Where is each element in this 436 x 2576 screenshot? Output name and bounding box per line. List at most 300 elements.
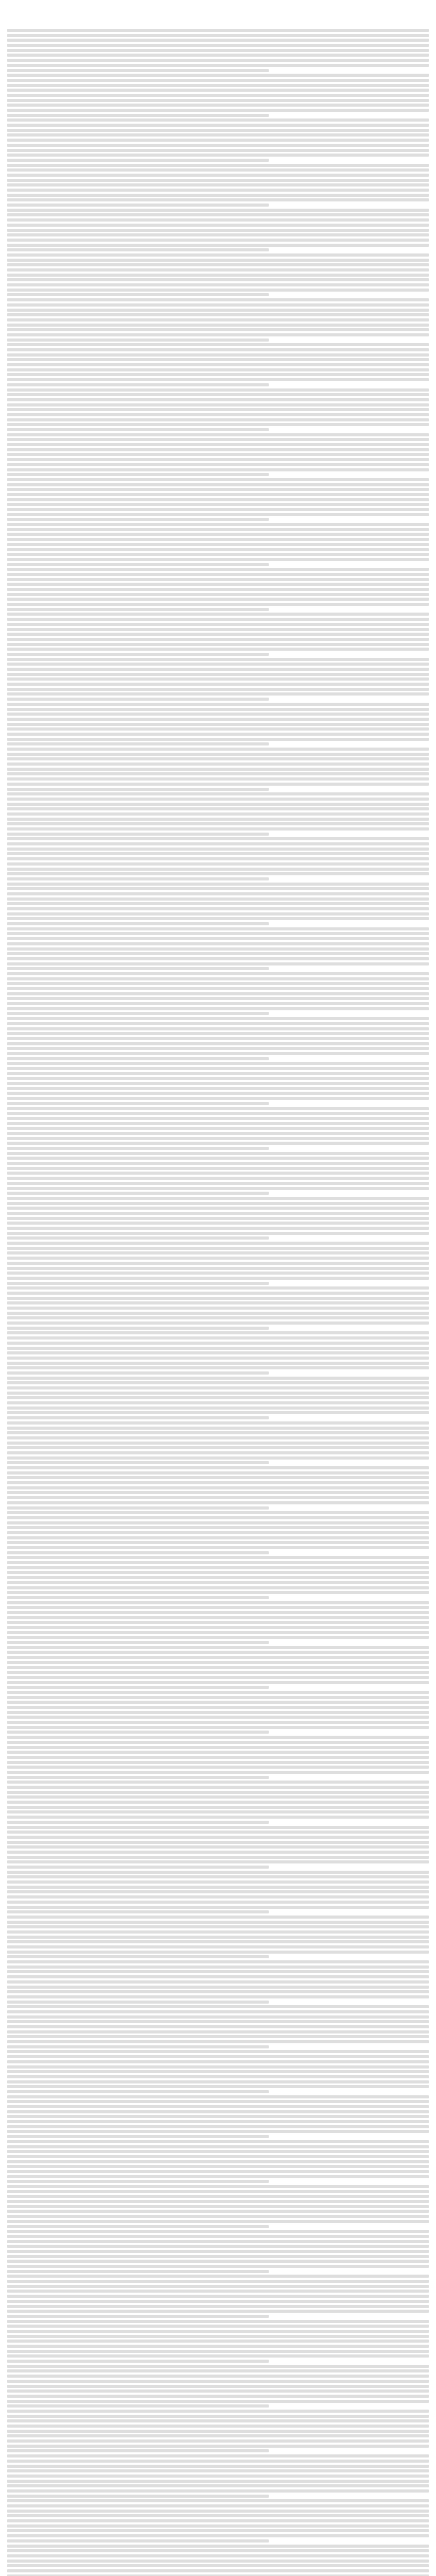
- text-line-placeholder: [7, 1247, 429, 1250]
- text-line-placeholder: [7, 1606, 429, 1609]
- text-line-placeholder: [7, 1621, 429, 1624]
- text-line-placeholder: [7, 1022, 429, 1025]
- text-line-placeholder: [7, 2499, 429, 2502]
- text-line-placeholder: [7, 229, 429, 232]
- text-line-placeholder: [7, 947, 429, 951]
- text-line-placeholder: [7, 493, 429, 496]
- text-line-placeholder: [7, 443, 429, 446]
- text-line-placeholder: [7, 2425, 429, 2428]
- text-line-placeholder: [7, 2110, 429, 2113]
- text-line-placeholder: [7, 1741, 429, 1744]
- text-line-placeholder: [7, 1037, 429, 1040]
- text-line-placeholder: [7, 2560, 429, 2563]
- text-line-placeholder: [7, 1516, 429, 1519]
- text-line-placeholder: [7, 803, 429, 806]
- text-line-placeholder: [7, 483, 429, 486]
- text-line-placeholder: [7, 1456, 429, 1460]
- text-line-placeholder: [7, 792, 429, 795]
- text-line-placeholder: [7, 2185, 429, 2188]
- text-line-placeholder: [7, 1286, 429, 1290]
- text-line-placeholder: [7, 798, 429, 801]
- text-line-placeholder: [7, 1207, 429, 1210]
- text-line-placeholder: [7, 967, 269, 970]
- text-line-placeholder: [7, 1461, 269, 1464]
- text-line-placeholder: [7, 39, 429, 42]
- text-line-placeholder: [7, 1856, 429, 1859]
- text-line-placeholder: [7, 2205, 429, 2208]
- text-line-placeholder: [7, 149, 429, 152]
- text-line-placeholder: [7, 1681, 429, 1684]
- text-line-placeholder: [7, 1227, 429, 1230]
- text-line-placeholder: [7, 1866, 269, 1869]
- text-line-placeholder: [7, 1017, 429, 1020]
- text-line-placeholder: [7, 1272, 429, 1275]
- text-line-placeholder: [7, 2415, 429, 2418]
- text-line-placeholder: [7, 298, 429, 301]
- text-line-placeholder: [7, 558, 429, 561]
- text-line-placeholder: [7, 1751, 429, 1754]
- text-line-placeholder: [7, 1366, 429, 1369]
- section-heading: [7, 18, 429, 26]
- text-line-placeholder: [7, 1951, 429, 1954]
- text-line-placeholder: [7, 917, 429, 920]
- text-line-placeholder: [7, 1107, 429, 1110]
- text-line-placeholder: [7, 2574, 429, 2576]
- text-line-placeholder: [7, 59, 429, 62]
- text-line-placeholder: [7, 2315, 269, 2318]
- text-line-placeholder: [7, 703, 429, 706]
- text-line-placeholder: [7, 528, 429, 531]
- text-line-placeholder: [7, 2465, 429, 2468]
- text-line-placeholder: [7, 1576, 429, 1579]
- text-line-placeholder: [7, 283, 429, 286]
- text-line-placeholder: [7, 1826, 429, 1829]
- text-line-placeholder: [7, 772, 429, 775]
- text-line-placeholder: [7, 2365, 429, 2368]
- text-line-placeholder: [7, 1147, 269, 1150]
- text-line-placeholder: [7, 692, 429, 696]
- text-line-placeholder: [7, 1641, 269, 1644]
- text-line-placeholder: [7, 513, 429, 516]
- text-line-placeholder: [7, 1097, 429, 1100]
- text-line-placeholder: [7, 2524, 429, 2528]
- text-line-placeholder: [7, 603, 429, 606]
- text-line-placeholder: [7, 1057, 269, 1060]
- text-line-placeholder: [7, 1766, 429, 1769]
- text-line-placeholder: [7, 448, 429, 451]
- text-line-placeholder: [7, 1466, 429, 1469]
- text-line-placeholder: [7, 543, 429, 546]
- text-line-placeholder: [7, 1421, 429, 1425]
- text-line-placeholder: [7, 2005, 429, 2008]
- text-line-placeholder: [7, 653, 269, 656]
- text-line-placeholder: [7, 2445, 429, 2448]
- text-line-placeholder: [7, 2439, 429, 2443]
- text-line-placeholder: [7, 418, 429, 421]
- text-line-placeholder: [7, 1551, 269, 1554]
- text-line-placeholder: [7, 922, 269, 925]
- text-line-placeholder: [7, 578, 429, 581]
- text-line-placeholder: [7, 1816, 429, 1819]
- text-line-placeholder: [7, 253, 429, 257]
- text-line-placeholder: [7, 2569, 429, 2572]
- text-line-placeholder: [7, 2534, 429, 2537]
- text-line-placeholder: [7, 648, 429, 651]
- text-line-placeholder: [7, 2300, 429, 2303]
- text-line-placeholder: [7, 403, 429, 406]
- text-line-placeholder: [7, 2035, 429, 2038]
- text-line-placeholder: [7, 453, 429, 456]
- text-line-placeholder: [7, 982, 429, 985]
- text-line-placeholder: [7, 74, 429, 77]
- text-line-placeholder: [7, 1756, 429, 1759]
- text-line-placeholder: [7, 663, 429, 666]
- text-line-placeholder: [7, 1396, 429, 1399]
- text-line-placeholder: [7, 1596, 269, 1599]
- text-line-placeholder: [7, 1726, 429, 1729]
- text-line-placeholder: [7, 1851, 429, 1854]
- text-line-placeholder: [7, 1351, 429, 1354]
- text-line-placeholder: [7, 478, 429, 481]
- page-title: [7, 5, 429, 14]
- text-line-placeholder: [7, 458, 429, 461]
- text-line-placeholder: [7, 1137, 429, 1140]
- text-line-placeholder: [7, 2075, 429, 2078]
- text-line-placeholder: [7, 2165, 429, 2168]
- text-line-placeholder: [7, 2105, 429, 2108]
- text-line-placeholder: [7, 1262, 429, 1265]
- text-line-placeholder: [7, 2085, 429, 2088]
- text-line-placeholder: [7, 2245, 429, 2248]
- text-line-placeholder: [7, 783, 429, 786]
- text-line-placeholder: [7, 1386, 429, 1389]
- text-line-placeholder: [7, 912, 429, 916]
- text-line-placeholder: [7, 2050, 429, 2053]
- text-line-placeholder: [7, 383, 269, 386]
- text-line-placeholder: [7, 1706, 429, 1709]
- text-line-placeholder: [7, 628, 429, 631]
- text-line-placeholder: [7, 2170, 429, 2173]
- text-line-placeholder: [7, 753, 429, 756]
- text-line-placeholder: [7, 1117, 429, 1120]
- text-line-placeholder: [7, 862, 429, 866]
- text-line-placeholder: [7, 872, 429, 875]
- text-line-placeholder: [7, 957, 429, 960]
- text-line-placeholder: [7, 1721, 429, 1724]
- text-line-placeholder: [7, 1297, 429, 1300]
- text-line-placeholder: [7, 124, 429, 127]
- text-line-placeholder: [7, 2320, 429, 2323]
- text-line-placeholder: [7, 1571, 429, 1574]
- text-line-placeholder: [7, 1202, 429, 1205]
- text-line-placeholder: [7, 293, 269, 296]
- text-line-placeholder: [7, 2100, 429, 2103]
- text-line-placeholder: [7, 2305, 429, 2308]
- text-line-placeholder: [7, 1711, 429, 1714]
- text-line-placeholder: [7, 643, 429, 646]
- text-line-placeholder: [7, 1082, 429, 1085]
- text-line-placeholder: [7, 1875, 429, 1878]
- article-body: [7, 18, 429, 2576]
- text-line-placeholder: [7, 897, 429, 901]
- text-line-placeholder: [7, 2125, 429, 2128]
- text-line-placeholder: [7, 2354, 429, 2358]
- text-line-placeholder: [7, 518, 269, 521]
- text-line-placeholder: [7, 932, 429, 935]
- text-line-placeholder: [7, 114, 269, 117]
- text-line-placeholder: [7, 2120, 429, 2123]
- text-line-placeholder: [7, 1821, 269, 1824]
- text-line-placeholder: [7, 64, 429, 67]
- text-line-placeholder: [7, 1561, 429, 1564]
- text-line-placeholder: [7, 658, 429, 661]
- text-line-placeholder: [7, 1217, 429, 1220]
- text-line-placeholder: [7, 129, 429, 132]
- text-line-placeholder: [7, 718, 429, 721]
- text-line-placeholder: [7, 1975, 429, 1978]
- text-line-placeholder: [7, 1871, 429, 1874]
- text-line-placeholder: [7, 608, 269, 611]
- text-line-placeholder: [7, 373, 429, 376]
- text-line-placeholder: [7, 2145, 429, 2148]
- text-line-placeholder: [7, 2025, 429, 2028]
- text-line-placeholder: [7, 2160, 429, 2163]
- text-line-placeholder: [7, 727, 429, 731]
- text-line-placeholder: [7, 274, 429, 277]
- text-line-placeholder: [7, 1292, 429, 1295]
- text-line-placeholder: [7, 738, 429, 741]
- text-line-placeholder: [7, 848, 429, 851]
- text-line-placeholder: [7, 168, 429, 172]
- text-line-placeholder: [7, 1197, 429, 1200]
- text-line-placeholder: [7, 1157, 429, 1160]
- text-line-placeholder: [7, 2330, 429, 2333]
- text-line-placeholder: [7, 313, 429, 316]
- text-line-placeholder: [7, 1806, 429, 1809]
- text-line-placeholder: [7, 1836, 429, 1839]
- text-line-placeholder: [7, 568, 429, 571]
- text-line-placeholder: [7, 1501, 429, 1504]
- text-line-placeholder: [7, 2495, 269, 2498]
- text-line-placeholder: [7, 2045, 269, 2048]
- text-line-placeholder: [7, 598, 429, 601]
- text-line-placeholder: [7, 713, 429, 716]
- text-line-placeholder: [7, 2200, 429, 2203]
- text-line-placeholder: [7, 1067, 429, 1070]
- text-line-placeholder: [7, 2260, 429, 2263]
- text-line-placeholder: [7, 1442, 429, 1445]
- text-line-placeholder: [7, 902, 429, 905]
- text-line-placeholder: [7, 154, 429, 157]
- text-line-placeholder: [7, 593, 429, 596]
- text-line-placeholder: [7, 2395, 429, 2398]
- text-line-placeholder: [7, 877, 269, 880]
- text-line-placeholder: [7, 2549, 429, 2552]
- text-line-placeholder: [7, 2060, 429, 2063]
- text-line-placeholder: [7, 428, 269, 431]
- text-line-placeholder: [7, 1536, 429, 1539]
- text-line-placeholder: [7, 2095, 429, 2098]
- text-line-placeholder: [7, 1007, 429, 1010]
- text-line-placeholder: [7, 2265, 429, 2268]
- text-line-placeholder: [7, 1062, 429, 1065]
- text-line-placeholder: [7, 2230, 429, 2233]
- text-line-placeholder: [7, 868, 429, 871]
- text-line-placeholder: [7, 2175, 429, 2178]
- text-line-placeholder: [7, 1716, 429, 1719]
- text-line-placeholder: [7, 2369, 429, 2372]
- text-line-placeholder: [7, 179, 429, 182]
- text-line-placeholder: [7, 1307, 429, 1310]
- text-line-placeholder: [7, 533, 429, 536]
- text-line-placeholder: [7, 2504, 429, 2507]
- text-line-placeholder: [7, 1661, 429, 1664]
- text-line-placeholder: [7, 777, 429, 781]
- text-line-placeholder: [7, 1566, 429, 1569]
- text-line-placeholder: [7, 1955, 269, 1958]
- text-line-placeholder: [7, 1496, 429, 1499]
- text-line-placeholder: [7, 2190, 429, 2193]
- text-line-placeholder: [7, 2475, 429, 2478]
- text-line-placeholder: [7, 1810, 429, 1814]
- text-line-placeholder: [7, 1282, 269, 1285]
- text-line-placeholder: [7, 1127, 429, 1130]
- text-line-placeholder: [7, 1257, 429, 1260]
- text-line-placeholder: [7, 1541, 429, 1544]
- text-line-placeholder: [7, 1671, 429, 1674]
- text-line-placeholder: [7, 2135, 269, 2138]
- text-line-placeholder: [7, 1381, 429, 1384]
- text-line-placeholder: [7, 2030, 429, 2033]
- text-line-placeholder: [7, 1416, 269, 1419]
- text-line-placeholder: [7, 2514, 429, 2517]
- text-line-placeholder: [7, 1401, 429, 1404]
- text-line-placeholder: [7, 2250, 429, 2253]
- text-line-placeholder: [7, 1112, 429, 1115]
- text-line-placeholder: [7, 1636, 429, 1639]
- text-line-placeholder: [7, 174, 429, 177]
- text-line-placeholder: [7, 1012, 269, 1015]
- text-line-placeholder: [7, 1092, 429, 1095]
- text-line-placeholder: [7, 887, 429, 890]
- text-line-placeholder: [7, 1431, 429, 1434]
- text-line-placeholder: [7, 1362, 429, 1365]
- text-line-placeholder: [7, 2519, 429, 2522]
- text-line-placeholder: [7, 1581, 429, 1584]
- text-line-placeholder: [7, 2285, 429, 2288]
- text-line-placeholder: [7, 1611, 429, 1614]
- text-line-placeholder: [7, 2554, 429, 2557]
- text-line-placeholder: [7, 2430, 429, 2433]
- text-line-placeholder: [7, 2400, 429, 2403]
- text-line-placeholder: [7, 473, 269, 476]
- text-line-placeholder: [7, 2434, 429, 2437]
- text-line-placeholder: [7, 1910, 269, 1913]
- text-line-placeholder: [7, 1860, 429, 1863]
- text-line-placeholder: [7, 1936, 429, 1939]
- text-line-placeholder: [7, 927, 429, 930]
- text-line-placeholder: [7, 2155, 429, 2158]
- text-line-placeholder: [7, 413, 429, 416]
- text-line-placeholder: [7, 2215, 429, 2218]
- text-line-placeholder: [7, 1491, 429, 1494]
- text-line-placeholder: [7, 852, 429, 855]
- text-line-placeholder: [7, 348, 429, 351]
- text-line-placeholder: [7, 1781, 429, 1784]
- text-line-placeholder: [7, 204, 269, 207]
- text-line-placeholder: [7, 1970, 429, 1973]
- text-line-placeholder: [7, 508, 429, 511]
- text-line-placeholder: [7, 548, 429, 551]
- text-line-placeholder: [7, 1347, 429, 1350]
- text-line-placeholder: [7, 1916, 429, 1919]
- text-line-placeholder: [7, 822, 429, 825]
- text-line-placeholder: [7, 433, 429, 436]
- text-line-placeholder: [7, 1930, 429, 1934]
- text-line-placeholder: [7, 1251, 429, 1255]
- text-line-placeholder: [7, 618, 429, 621]
- text-line-placeholder: [7, 358, 429, 361]
- text-line-placeholder: [7, 1331, 429, 1334]
- text-line-placeholder: [7, 1167, 429, 1170]
- text-line-placeholder: [7, 368, 429, 371]
- text-line-placeholder: [7, 2375, 429, 2378]
- text-line-placeholder: [7, 1795, 429, 1799]
- text-line-placeholder: [7, 29, 429, 32]
- text-line-placeholder: [7, 1556, 429, 1559]
- text-line-placeholder: [7, 2065, 429, 2069]
- text-line-placeholder: [7, 757, 429, 760]
- text-line-placeholder: [7, 1446, 429, 1449]
- text-line-placeholder: [7, 2275, 429, 2278]
- text-line-placeholder: [7, 837, 429, 840]
- text-line-placeholder: [7, 1626, 429, 1629]
- text-line-placeholder: [7, 563, 269, 566]
- text-line-placeholder: [7, 952, 429, 955]
- text-line-placeholder: [7, 2460, 429, 2463]
- text-line-placeholder: [7, 1731, 269, 1734]
- text-line-placeholder: [7, 239, 429, 242]
- text-line-placeholder: [7, 289, 429, 292]
- text-line-placeholder: [7, 2489, 429, 2493]
- text-line-placeholder: [7, 997, 429, 1000]
- text-line-placeholder: [7, 1786, 429, 1789]
- text-line-placeholder: [7, 2180, 269, 2183]
- text-line-placeholder: [7, 503, 429, 506]
- text-line-placeholder: [7, 324, 429, 327]
- text-line-placeholder: [7, 2410, 429, 2413]
- text-line-placeholder: [7, 328, 429, 331]
- text-line-placeholder: [7, 1172, 429, 1175]
- text-line-placeholder: [7, 309, 429, 312]
- text-line-placeholder: [7, 2564, 429, 2567]
- text-line-placeholder: [7, 2539, 269, 2543]
- text-line-placeholder: [7, 1691, 429, 1694]
- text-line-placeholder: [7, 812, 429, 816]
- text-line-placeholder: [7, 2090, 269, 2093]
- text-line-placeholder: [7, 338, 269, 342]
- text-line-placeholder: [7, 842, 429, 845]
- text-line-placeholder: [7, 613, 429, 616]
- text-line-placeholder: [7, 1676, 429, 1679]
- text-line-placeholder: [7, 343, 429, 346]
- text-line-placeholder: [7, 2040, 429, 2043]
- text-line-placeholder: [7, 1047, 429, 1050]
- text-line-placeholder: [7, 2389, 429, 2393]
- text-line-placeholder: [7, 164, 429, 167]
- text-line-placeholder: [7, 1771, 429, 1774]
- text-line-placeholder: [7, 2290, 429, 2293]
